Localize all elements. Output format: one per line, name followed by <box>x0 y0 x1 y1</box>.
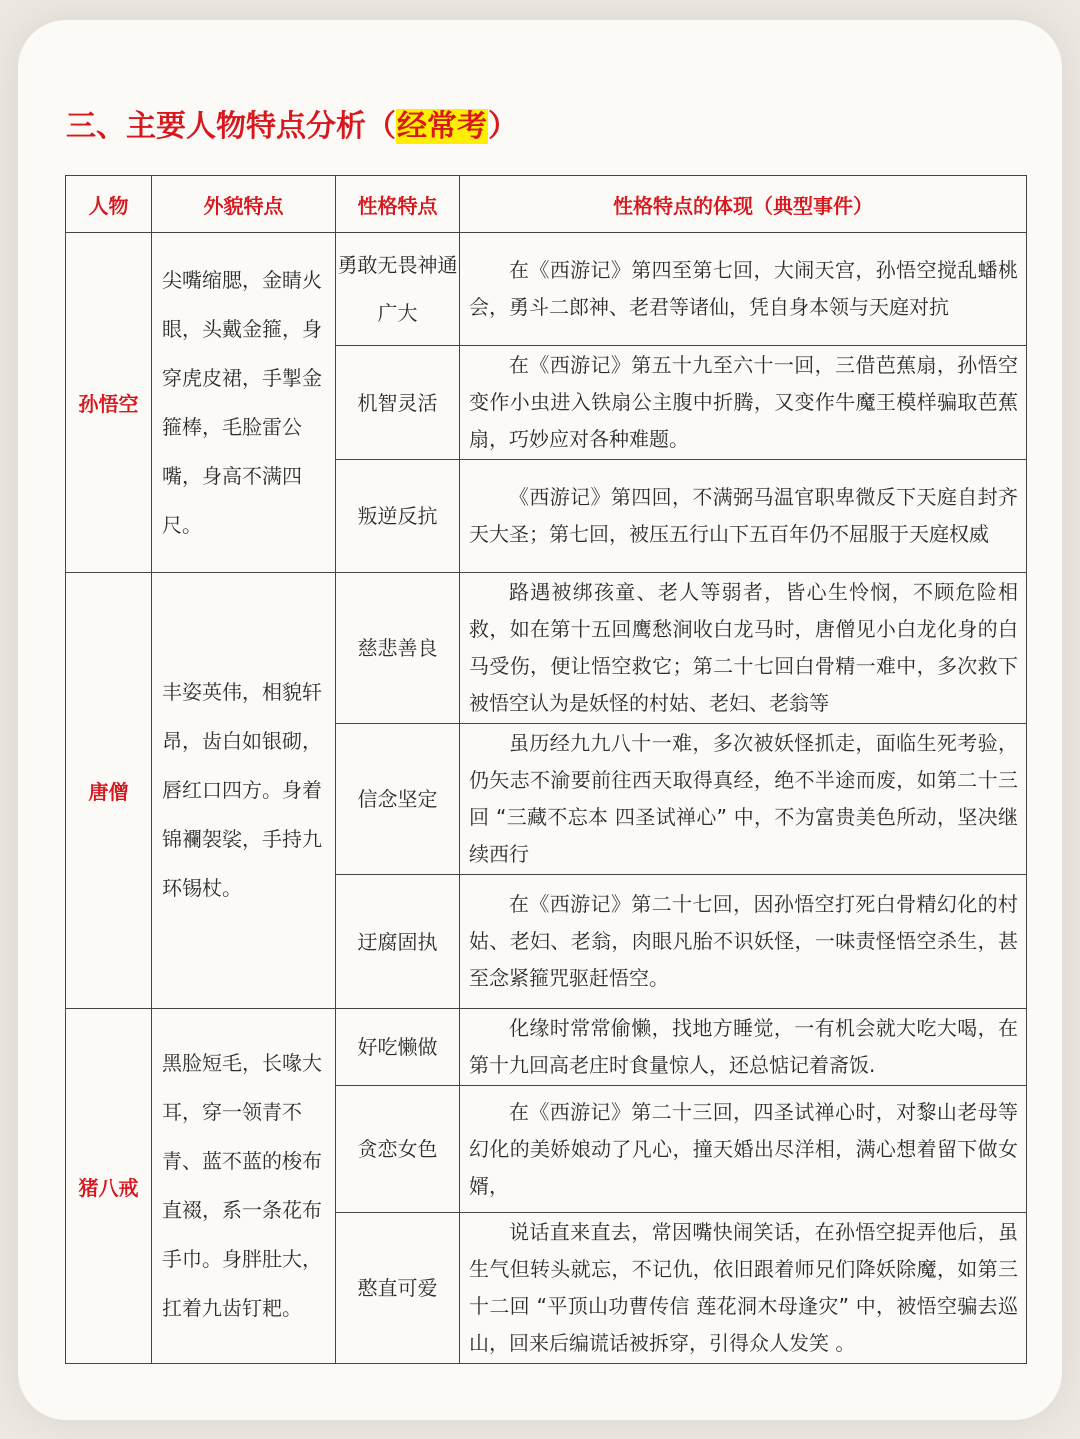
table-row <box>66 1009 1027 1086</box>
trait-cell: 勇敢无畏神通广大 <box>336 233 460 346</box>
title-highlight: 经常考 <box>397 109 487 144</box>
character-name: 猪八戒 <box>66 1009 152 1364</box>
character-appearance: 黑脸短毛，长喙大耳，穿一领青不青、蓝不蓝的梭布直裰，系一条花布手巾。身胖肚大，扛着九齿钉耙。 <box>152 1009 336 1364</box>
trait-cell: 贪恋女色 <box>336 1086 460 1213</box>
trait-cell: 叛逆反抗 <box>336 460 460 573</box>
event-cell: 化缘时常常偷懒，找地方睡觉，一有机会就大吃大喝，在第十九回高老庄时食量惊人，还总惦记着斋饭. <box>460 1009 1027 1086</box>
character-appearance: 丰姿英伟，相貌轩昂，齿白如银砌，唇红口四方。身着锦襴袈裟，手持九环锡杖。 <box>152 573 336 1009</box>
character-name: 孙悟空 <box>66 233 152 573</box>
character-appearance: 尖嘴缩腮，金睛火眼，头戴金箍，身穿虎皮裙，手掣金箍棒，毛脸雷公嘴，身高不满四尺。 <box>152 233 336 573</box>
header-personality: 性格特点 <box>336 176 460 233</box>
trait-cell: 机智灵活 <box>336 346 460 460</box>
character-table <box>65 175 1027 1364</box>
event-cell: 在《西游记》第五十九至六十一回，三借芭蕉扇，孙悟空变作小虫进入铁扇公主腹中折腾，又变作牛魔王模样骗取芭蕉扇，巧妙应对各种难题。 <box>460 346 1027 460</box>
event-cell: 在《西游记》第二十三回，四圣试禅心时，对黎山老母等幻化的美娇娘动了凡心，撞天婚出尽洋相，满心想着留下做女婿， <box>460 1086 1027 1213</box>
trait-cell: 好吃懒做 <box>336 1009 460 1086</box>
title-prefix: 三、主要人物特点分析（ <box>66 109 396 144</box>
header-evidence: 性格特点的体现（典型事件） <box>460 176 1027 233</box>
character-name: 唐僧 <box>66 573 152 1009</box>
trait-cell: 慈悲善良 <box>336 573 460 724</box>
event-cell: 《西游记》第四回，不满弼马温官职卑微反下天庭自封齐天大圣；第七回，被压五行山下五百年仍不屈服于天庭权威 <box>460 460 1027 573</box>
table-row <box>66 573 1027 724</box>
event-cell: 说话直来直去，常因嘴快闹笑话，在孙悟空捉弄他后，虽生气但转头就忘，不记仇，依旧跟着师兄们降妖除魔，如第三十二回 “平顶山功曹传信 莲花洞木母逢灾” 中，被悟空骗去巡山，回来后编谎话被拆穿，引得众人发笑 。 <box>460 1213 1027 1364</box>
header-row <box>66 176 1027 233</box>
event-cell: 虽历经九九八十一难，多次被妖怪抓走，面临生死考验，仍矢志不渝要前往西天取得真经，绝不半途而废，如第二十三回 “三藏不忘本 四圣试禅心” 中，不为富贵美色所动，坚决继续西行 <box>460 724 1027 875</box>
trait-cell: 信念坚定 <box>336 724 460 875</box>
event-cell: 路遇被绑孩童、老人等弱者，皆心生怜悯，不顾危险相救，如在第十五回鹰愁涧收白龙马时，唐僧见小白龙化身的白马受伤，便让悟空救它；第二十七回白骨精一难中，多次救下被悟空认为是妖怪的村姑、老妇、老翁等 <box>460 573 1027 724</box>
page-title <box>66 104 518 150</box>
trait-cell: 憨直可爱 <box>336 1213 460 1364</box>
header-appearance: 外貌特点 <box>152 176 336 233</box>
header-character: 人物 <box>66 176 152 233</box>
trait-cell: 迂腐固执 <box>336 875 460 1009</box>
event-cell: 在《西游记》第四至第七回，大闹天宫，孙悟空搅乱蟠桃会，勇斗二郎神、老君等诸仙，凭自身本领与天庭对抗 <box>460 233 1027 346</box>
event-cell: 在《西游记》第二十七回，因孙悟空打死白骨精幻化的村姑、老妇、老翁，肉眼凡胎不识妖怪，一味责怪悟空杀生，甚至念紧箍咒驱赶悟空。 <box>460 875 1027 1009</box>
table-row <box>66 233 1027 346</box>
title-suffix: ） <box>488 109 518 144</box>
